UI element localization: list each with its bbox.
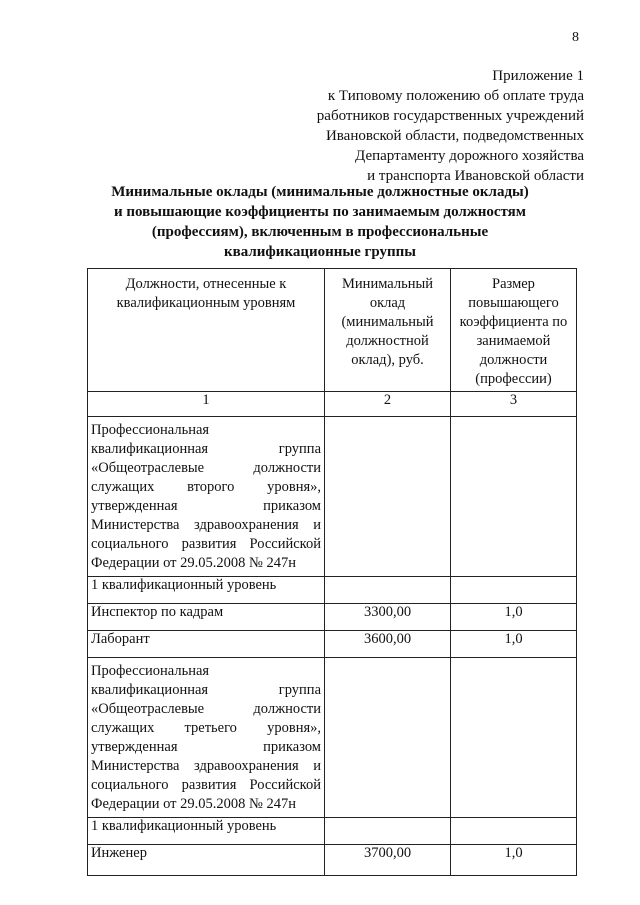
empty-cell: [451, 577, 577, 604]
group-description: Профессиональная квалификационная группа «Общеотраслевые должности служащих второго уровня», утвержденная приказом Министерства здравоохранения и социального развития Российской Федерации от 29.05.2008 № 247н: [88, 417, 325, 577]
column-number: 3: [451, 392, 577, 417]
header-positions: Должности, отнесенные к квалификационным уровням: [88, 269, 325, 392]
qualification-level: 1 квалификационный уровень: [88, 577, 325, 604]
group-row: [88, 658, 577, 818]
position-coefficient: 1,0: [451, 604, 577, 631]
table-row: [88, 604, 577, 631]
column-number: 1: [88, 392, 325, 417]
level-row: [88, 577, 577, 604]
header-coefficient: Размер повышающего коэффициента по занимаемой должности (профессии): [451, 269, 577, 392]
header-min-salary: Минимальный оклад (минимальный должностной оклад), руб.: [325, 269, 451, 392]
group-row: [88, 417, 577, 577]
empty-cell: [325, 818, 451, 845]
title-line: (профессиям), включенным в профессиональные: [151, 224, 489, 240]
position-salary: 3300,00: [325, 604, 451, 631]
column-numbers-row: [88, 392, 577, 417]
position-salary: 3700,00: [325, 845, 451, 876]
title-line: Минимальные оклады (минимальные должностные оклады): [111, 184, 529, 200]
table-row: [88, 631, 577, 658]
qualification-level: 1 квалификационный уровень: [88, 818, 325, 845]
empty-cell: [451, 658, 577, 818]
empty-cell: [451, 417, 577, 577]
level-row: [88, 818, 577, 845]
title-line: и повышающие коэффициенты по занимаемым должностям: [113, 204, 526, 220]
position-name: Инженер: [88, 845, 325, 876]
position-salary: 3600,00: [325, 631, 451, 658]
salary-table: [87, 268, 577, 876]
appendix-header: [317, 66, 584, 186]
group-description: Профессиональная квалификационная группа «Общеотраслевые должности служащих третьего уровня», утвержденная приказом Министерства здравоохранения и социального развития Российской Федерации от 29.05.2008 № 247н: [88, 658, 325, 818]
table-header-row: [88, 269, 577, 392]
column-number: 2: [325, 392, 451, 417]
empty-cell: [325, 658, 451, 818]
appendix-line: Ивановской области, подведомственных: [325, 128, 584, 144]
position-coefficient: 1,0: [451, 845, 577, 876]
appendix-line: работников государственных учреждений: [316, 108, 584, 124]
page-number: 8: [572, 30, 579, 45]
appendix-line: и транспорта Ивановской области: [367, 168, 584, 184]
position-name: Лаборант: [88, 631, 325, 658]
title-line: квалификационные группы: [223, 244, 416, 260]
position-coefficient: 1,0: [451, 631, 577, 658]
appendix-line: Департаменту дорожного хозяйства: [355, 148, 584, 164]
appendix-line: к Типовому положению об оплате труда: [327, 88, 584, 104]
appendix-line: Приложение 1: [492, 68, 584, 84]
empty-cell: [451, 818, 577, 845]
empty-cell: [325, 417, 451, 577]
position-name: Инспектор по кадрам: [88, 604, 325, 631]
document-title: [90, 182, 550, 262]
table-row: [88, 845, 577, 876]
empty-cell: [325, 577, 451, 604]
